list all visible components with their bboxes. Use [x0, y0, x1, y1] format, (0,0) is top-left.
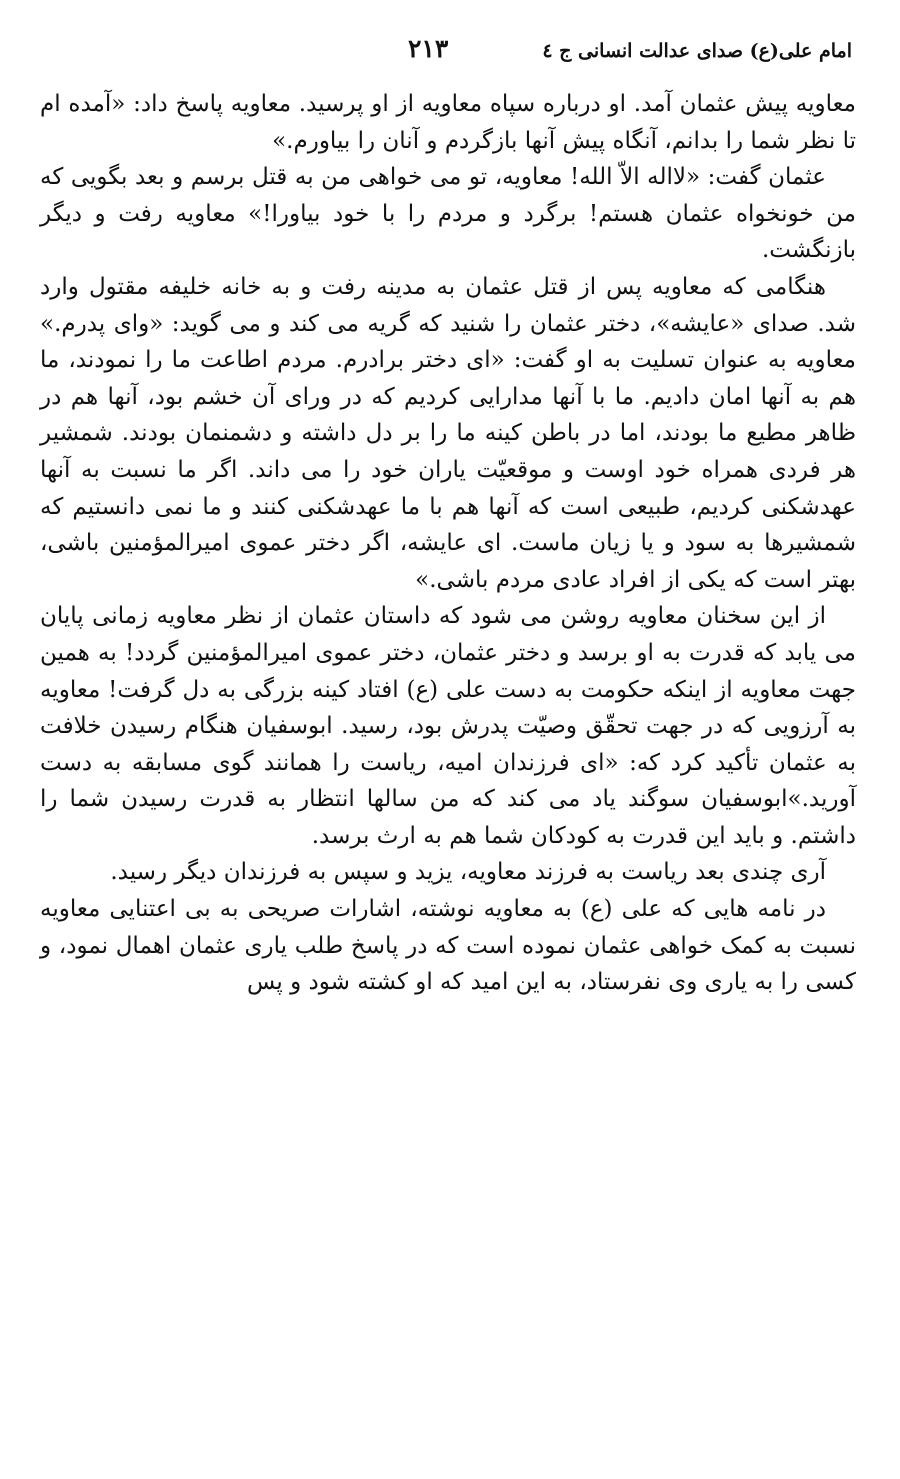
paragraph: معاویه پیش عثمان آمد. او درباره سپاه معاویه از او پرسید. معاویه پاسخ داد: «آمده ام تا نظر شما را بدانم، آنگاه پیش آنها بازگردم و آنان را بیاورم.»	[40, 91, 856, 154]
body-text	[40, 86, 856, 1001]
running-title: امام علی(ع) صدای عدالت انسانی ج ٤	[542, 40, 852, 62]
page-number: ٢١٣	[408, 34, 449, 63]
paragraph: عثمان گفت: «لااله الاّ الله! معاویه، تو می خواهی من به قتل برسم و بعد بگویی که من خونخواه عثمان هستم! برگرد و مردم را با خود بیاورا!» معاویه رفت و دیگر بازنگشت.	[40, 164, 856, 264]
paragraph: از این سخنان معاویه روشن می شود که داستان عثمان از نظر معاویه زمانی پایان می یابد که قدرت به او برسد و دختر عثمان، دختر عموی امیرالمؤمنین گردد! به همین جهت معاویه از اینکه حکومت به دست علی (ع) افتاد کینه بزرگی به دل گرفت! معاویه به آرزویی که در جهت تحقّق وصیّت پدرش بود، رسید. ابوسفیان هنگام رسیدن خلافت به عثمان تأکید کرد که: «ای فرزندان امیه، ریاست را همانند گوی مسابقه به دست آورید.»ابوسفیان سوگند یاد می کند که من سالها انتظار به قدرت رسیدن شما را داشتم. و باید این قدرت به کودکان شما هم به ارث برسد.	[40, 603, 856, 849]
page-header	[40, 30, 860, 70]
paragraph: در نامه هایی که علی (ع) به معاویه نوشته، اشارات صریحی به بی اعتنایی معاویه نسبت به کمک خواهی عثمان نموده است که در پاسخ طلب یاری عثمان اهمال نمود، و کسی را به یاری وی نفرستاد، به این امید که او کشته شود و پس	[40, 896, 856, 996]
paragraph: آری چندی بعد ریاست به فرزند معاویه، یزید و سپس به فرزندان دیگر رسید.	[110, 859, 826, 886]
paragraph: هنگامی که معاویه پس از قتل عثمان به مدینه رفت و به خانه خلیفه مقتول وارد شد. صدای «عایشه»، دختر عثمان را شنید که گریه می کند و می گوید: «وای پدرم.» معاویه به عنوان تسلیت به او گفت: «ای دختر برادرم. مردم اطاعت ما را نمودند، ما هم به آنها امان دادیم. ما با آنها مدارایی کردیم که در ورای آن خشم بود، آنها هم در ظاهر مطیع ما بودند، اما در باطن کینه ما را بر دل داشته و دشمنمان بودند. شمشیر هر فردی همراه خود اوست و موقعیّت یاران خود را می داند. اگر ما نسبت به آنها عهدشکنی کردیم، طبیعی است که آنها هم با ما عهدشکنی کنند و ما نمی دانستیم که شمشیرها به سود و یا زیان ماست. ای عایشه، اگر دختر عموی امیرالمؤمنین باشی، بهتر است که یکی از افراد عادی مردم باشی.»	[40, 273, 856, 593]
